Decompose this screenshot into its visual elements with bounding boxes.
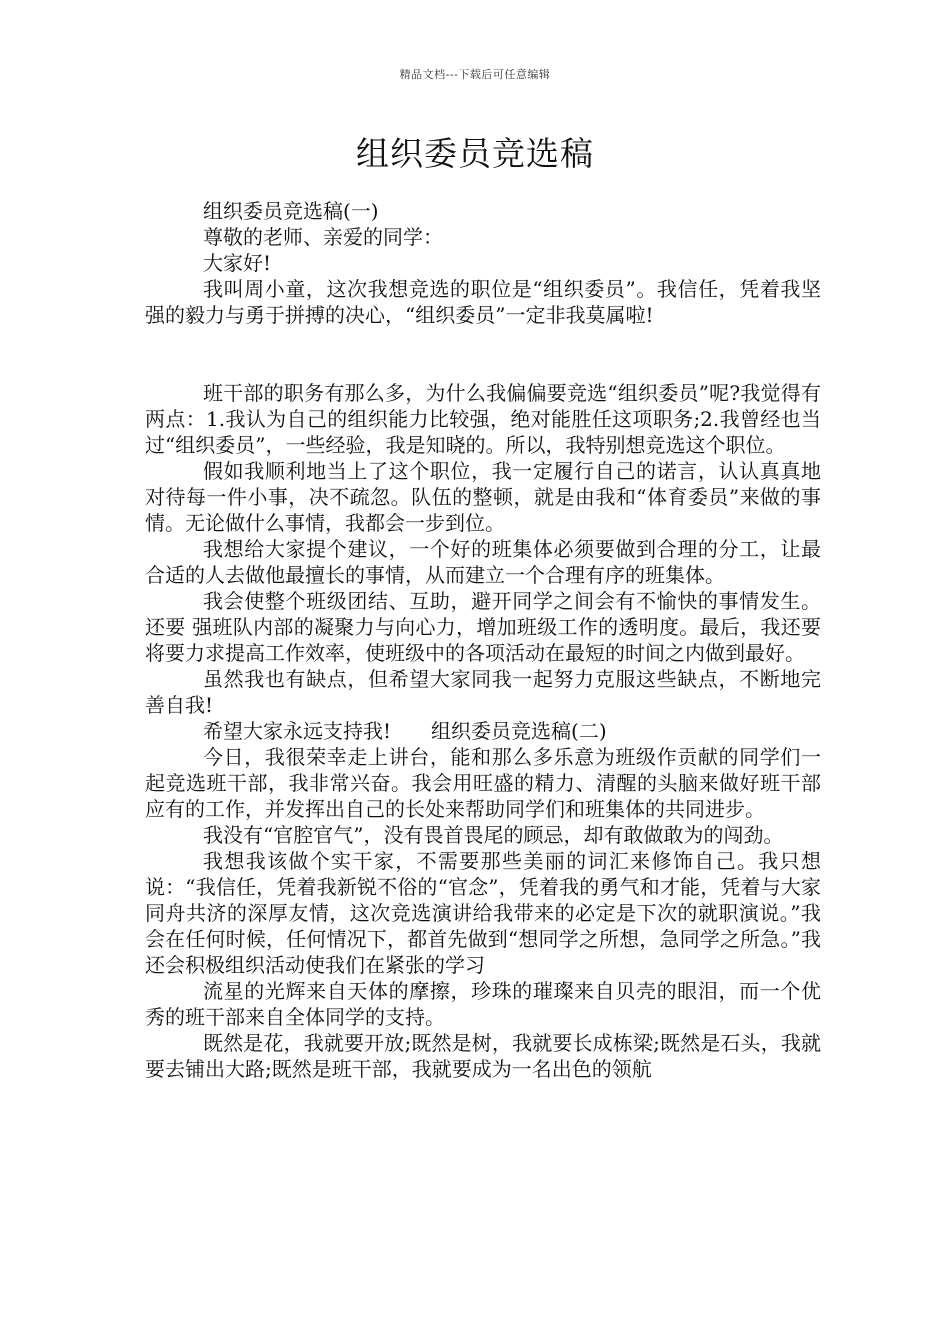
paragraph-5: 班干部的职务有那么多，为什么我偏偏要竞选“组织委员”呢?我觉得有两点：1.我认为自己的组织能力比较强，绝对能胜任这项职务;2.我曾经也当过“组织委员”，一些经验，我是知晓的。所以，我特别想竞选这个职位。 bbox=[145, 381, 821, 457]
paragraph-9: 虽然我也有缺点，但希望大家同我一起努力克服这些缺点，不断地完善自我! bbox=[145, 667, 821, 717]
paragraph-13: 我想我该做个实干家，不需要那些美丽的词汇来修饰自己。我只想说：“我信任，凭着我新锐不俗的“官念”，凭着我的勇气和才能，凭着与大家同舟共济的深厚友情，这次竞选演讲给我带来的必定是下次的就职演说。”我会在任何时候，任何情况下，都首先做到“想同学之所想，急同学之所急。”我还会积极组织活动使我们在紧张的学习 bbox=[145, 849, 821, 977]
paragraph-10: 希望大家永远支持我! 组织委员竞选稿(二) bbox=[203, 719, 607, 743]
page-header-note: 精品文档---下载后可任意编辑 bbox=[399, 68, 551, 81]
paragraph-6: 假如我顺利地当上了这个职位，我一定履行自己的诺言，认认真真地对待每一件小事，决不疏忽。队伍的整顿，就是由我和“体育委员”来做的事情。无论做什么事情，我都会一步到位。 bbox=[145, 459, 821, 535]
paragraph-11: 今日，我很荣幸走上讲台，能和那么多乐意为班级作贡献的同学们一起竞选班干部，我非常兴奋。我会用旺盛的精力、清醒的头脑来做好班干部应有的工作，并发挥出自己的长处来帮助同学们和班集体的共同进步。 bbox=[145, 745, 821, 821]
paragraph-3: 大家好! bbox=[203, 251, 272, 275]
paragraph-4: 我叫周小童，这次我想竞选的职位是“组织委员”。我信任，凭着我坚强的毅力与勇于拼搏的决心，“组织委员”一定非我莫属啦! bbox=[145, 277, 821, 327]
paragraph-2: 尊敬的老师、亲爱的同学： bbox=[203, 225, 443, 249]
document-body bbox=[145, 198, 821, 1082]
paragraph-7: 我想给大家提个建议，一个好的班集体必须要做到合理的分工，让最合适的人去做他最擅长的事情，从而建立一个合理有序的班集体。 bbox=[145, 537, 821, 587]
paragraph-15: 既然是花，我就要开放;既然是树，我就要长成栋梁;既然是石头，我就要去铺出大路;既然是班干部，我就要成为一名出色的领航 bbox=[145, 1031, 821, 1081]
document-title: 组织委员竞选稿 bbox=[356, 134, 594, 173]
paragraph-1: 组织委员竞选稿(一) bbox=[203, 199, 379, 223]
paragraph-14: 流星的光辉来自天体的摩擦，珍珠的璀璨来自贝壳的眼泪，而一个优秀的班干部来自全体同学的支持。 bbox=[145, 979, 821, 1029]
paragraph-12: 我没有“官腔官气”，没有畏首畏尾的顾忌，却有敢做敢为的闯劲。 bbox=[203, 823, 784, 847]
paragraph-8: 我会使整个班级团结、互助，避开同学之间会有不愉快的事情发生。还要 强班队内部的凝聚力与向心力，增加班级工作的透明度。最后，我还要将要力求提高工作效率，使班级中的各项活动在最短的时间之内做到最好。 bbox=[145, 589, 821, 665]
